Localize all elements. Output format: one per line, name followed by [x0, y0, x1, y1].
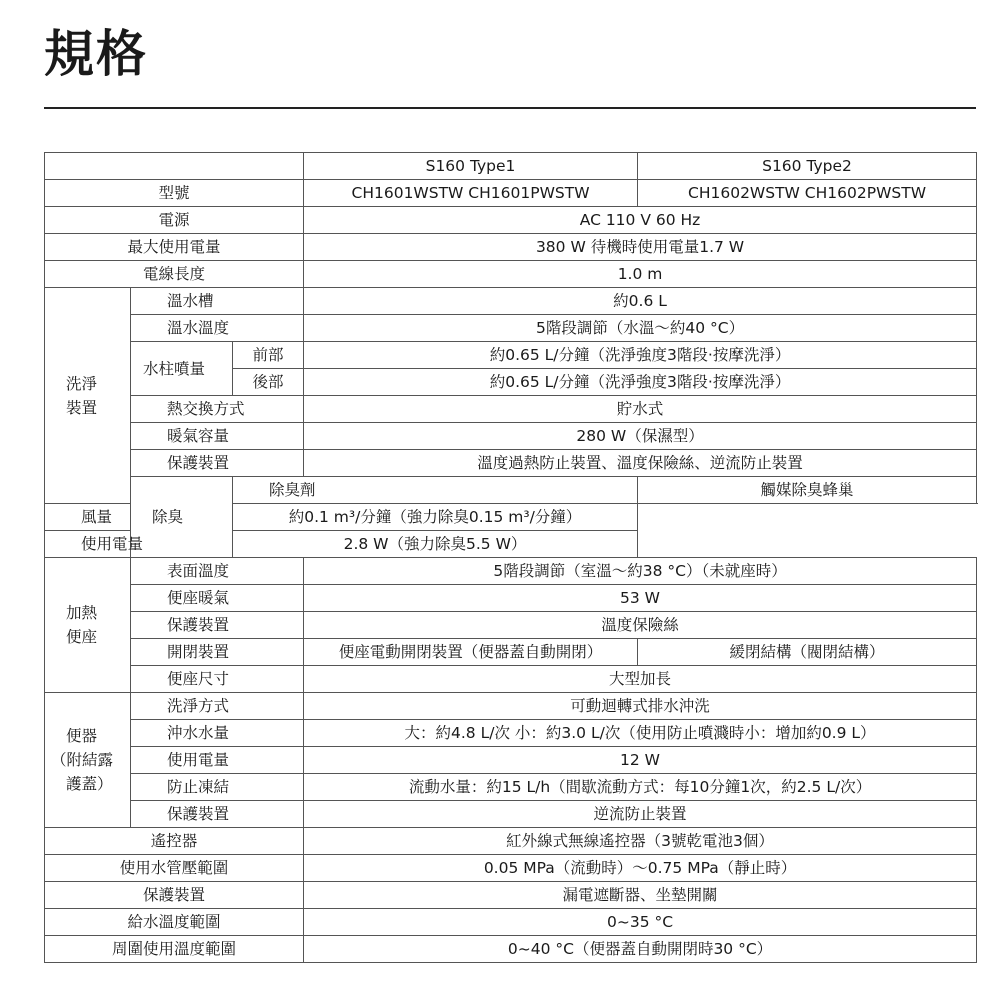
table-row	[45, 261, 977, 288]
row-sublabel: 後部	[233, 369, 304, 396]
row-label: 最大使用電量	[45, 234, 304, 261]
row-value: 溫度過熱防止裝置、溫度保險絲、逆流防止裝置	[304, 450, 977, 477]
group-label-bowl	[45, 693, 131, 828]
row-label: 除臭劑	[233, 477, 638, 504]
row-value: 約0.6 L	[304, 288, 977, 315]
table-row	[45, 774, 977, 801]
row-label: 型號	[45, 180, 304, 207]
row-label: 溫水槽	[131, 288, 304, 315]
row-value: 漏電遮斷器、坐墊開關	[304, 882, 977, 909]
group-label-line: （附結露	[51, 751, 114, 769]
row-label: 便座暖氣	[131, 585, 304, 612]
table-row	[45, 288, 977, 315]
row-label: 保護裝置	[131, 612, 304, 639]
row-label: 電源	[45, 207, 304, 234]
row-value: 0.05 MPa（流動時）～0.75 MPa（靜止時）	[304, 855, 977, 882]
row-label: 便座尺寸	[131, 666, 304, 693]
row-value: 1.0 m	[304, 261, 977, 288]
row-value: 約0.65 L/分鐘（洗淨強度3階段‧按摩洗淨）	[304, 342, 977, 369]
group-label-line: 除臭	[152, 508, 184, 526]
row-label: 周圍使用溫度範圍	[45, 936, 304, 963]
row-label: 保護裝置	[131, 450, 304, 477]
group-label-line: 便器	[66, 727, 98, 745]
group-label-line: 護蓋）	[66, 775, 113, 793]
row-label: 遙控器	[45, 828, 304, 855]
row-value: 流動水量：約15 L/h（間歇流動方式：每10分鐘1次，約2.5 L/次）	[304, 774, 977, 801]
table-row	[45, 612, 977, 639]
table-row	[45, 396, 977, 423]
row-value: 逆流防止裝置	[304, 801, 977, 828]
row-value-type1: 便座電動開閉裝置（便器蓋自動開閉）	[304, 639, 638, 666]
row-sublabel: 前部	[233, 342, 304, 369]
group-label-line: 便座	[66, 628, 98, 646]
table-row	[45, 558, 977, 585]
row-label: 沖水水量	[131, 720, 304, 747]
row-label: 防止凍結	[131, 774, 304, 801]
page-title: 規格	[44, 25, 148, 83]
row-value: 380 W 待機時使用電量1.7 W	[304, 234, 977, 261]
table-row	[45, 315, 977, 342]
table-row	[45, 450, 977, 477]
model-number-type2: CH1602WSTW CH1602PWSTW	[638, 180, 977, 207]
row-value: 溫度保險絲	[304, 612, 977, 639]
row-value: 12 W	[304, 747, 977, 774]
table-row	[45, 153, 977, 180]
row-label: 風量	[45, 504, 233, 531]
group-label-wash	[45, 288, 131, 504]
row-value: 0~35 °C	[304, 909, 977, 936]
group-label-line: 洗淨	[66, 374, 98, 393]
table-row	[45, 747, 977, 774]
row-label: 洗淨方式	[131, 693, 304, 720]
row-value: 大型加長	[304, 666, 977, 693]
row-label: 暖氣容量	[131, 423, 304, 450]
table-row	[45, 180, 977, 207]
row-label: 使用電量	[45, 531, 233, 558]
row-label: 給水溫度範圍	[45, 909, 304, 936]
row-label: 保護裝置	[131, 801, 304, 828]
table-row	[45, 828, 977, 855]
group-label-line: 加熱	[66, 604, 98, 622]
table-row	[45, 207, 977, 234]
row-value: 280 W（保濕型）	[304, 423, 977, 450]
table-row	[45, 801, 977, 828]
table-row	[45, 423, 977, 450]
row-value: 大：約4.8 L/次 小：約3.0 L/次（使用防止噴濺時小：增加約0.9 L）	[304, 720, 977, 747]
table-row	[45, 585, 977, 612]
table-row	[45, 936, 977, 963]
table-row	[45, 639, 977, 666]
row-value: 約0.65 L/分鐘（洗淨強度3階段‧按摩洗淨）	[304, 369, 977, 396]
row-label: 使用水管壓範圍	[45, 855, 304, 882]
group-label-line: 裝置	[66, 398, 98, 417]
group-label-seat	[45, 558, 131, 693]
row-value: 紅外線式無線遙控器（3號乾電池3個）	[304, 828, 977, 855]
table-row	[45, 666, 977, 693]
table-row	[45, 477, 977, 504]
row-label: 熱交換方式	[131, 396, 304, 423]
row-label: 表面溫度	[131, 558, 304, 585]
row-value: 5階段調節（水溫～約40 °C）	[304, 315, 977, 342]
row-label: 使用電量	[131, 747, 304, 774]
row-value: AC 110 V 60 Hz	[304, 207, 977, 234]
row-value: 觸媒除臭蜂巢	[638, 477, 977, 504]
row-value: 53 W	[304, 585, 977, 612]
row-value: 貯水式	[304, 396, 977, 423]
row-label: 開閉裝置	[131, 639, 304, 666]
header-blank-cell	[45, 153, 304, 180]
row-label: 保護裝置	[45, 882, 304, 909]
table-row	[45, 882, 977, 909]
model-header-type1: S160 Type1	[304, 153, 638, 180]
title-divider	[44, 107, 976, 109]
table-row	[45, 693, 977, 720]
row-value: 約0.1 m³/分鐘（強力除臭0.15 m³/分鐘）	[233, 504, 638, 531]
row-label: 電線長度	[45, 261, 304, 288]
row-value: 可動迴轉式排水沖洗	[304, 693, 977, 720]
model-header-type2: S160 Type2	[638, 153, 977, 180]
model-number-type1: CH1601WSTW CH1601PWSTW	[304, 180, 638, 207]
row-value-type2: 緩閉結構（閥閉結構）	[638, 639, 977, 666]
table-row	[45, 855, 977, 882]
table-row	[45, 504, 977, 531]
table-row	[45, 234, 977, 261]
row-value: 0~40 °C（便器蓋自動開閉時30 °C）	[304, 936, 977, 963]
spec-table	[44, 152, 977, 963]
table-row	[45, 342, 977, 369]
row-value: 5階段調節（室溫～約38 °C）（未就座時）	[304, 558, 977, 585]
row-label-flow: 水柱噴量	[131, 342, 233, 396]
table-row	[45, 720, 977, 747]
table-row	[45, 531, 977, 558]
table-row	[45, 909, 977, 936]
row-value: 2.8 W（強力除臭5.5 W）	[233, 531, 638, 558]
row-label: 溫水溫度	[131, 315, 304, 342]
